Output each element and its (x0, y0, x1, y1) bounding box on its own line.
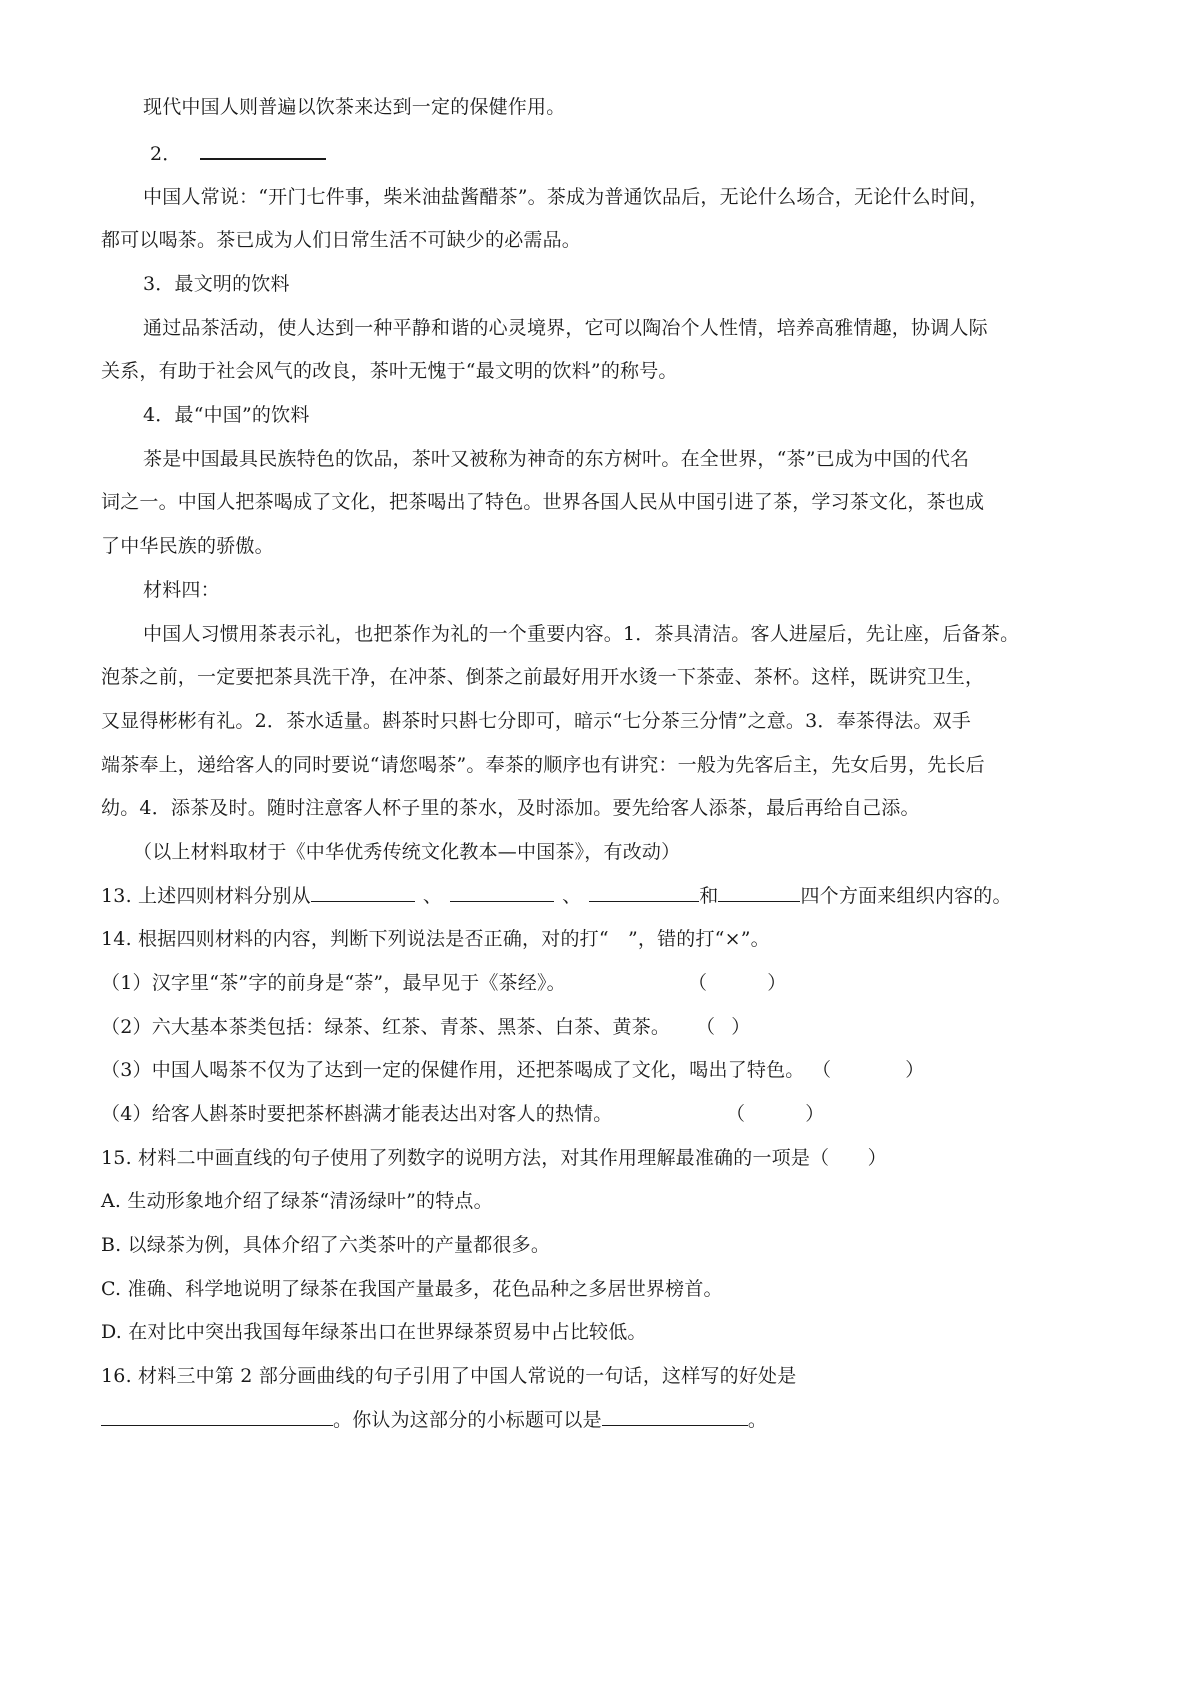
material4-paragraph-line-5: 幼。4．添茶及时。随时注意客人杯子里的茶水，及时添加。要先给客人添茶，最后再给自己添。 (101, 797, 920, 819)
section2-paragraph-line-2: 都可以喝茶。茶已成为人们日常生活不可缺少的必需品。 (101, 229, 582, 251)
question-16-answer-line (101, 1407, 767, 1433)
q13-tail: 四个方面来组织内容的。 (800, 885, 1012, 907)
q13-separator-2: 、 (562, 885, 582, 907)
section3-heading: 3．最文明的饮料 (143, 273, 290, 295)
q14-item-1: （1）汉字里“茶”字的前身是“荼”，最早见于《茶经》。 (101, 972, 566, 994)
q14-item-4: （4）给客人斟茶时要把茶杯斟满才能表达出对客人的热情。 (101, 1103, 613, 1125)
paren-open: （ (696, 1016, 716, 1038)
material-source-note: （以上材料取材于《中华优秀传统文化教本—中国茶》，有改动） (133, 841, 681, 863)
section2-paragraph-line-1: 中国人常说：“开门七件事，柴米油盐酱醋茶”。茶成为普通饮品后，无论什么场合，无论什么时间， (143, 186, 989, 208)
q16-blank-2[interactable] (602, 1407, 748, 1426)
q13-blank-2[interactable] (450, 883, 554, 902)
material3-section2-heading (150, 140, 326, 167)
material4-paragraph-line-4: 端茶奉上，递给客人的同时要说“请您喝茶”。奉茶的顺序也有讲究：一般为先客后主，先女后男，先长后 (101, 754, 985, 776)
q13-separator-1: 、 (422, 885, 443, 907)
q16-blank-1[interactable] (101, 1407, 333, 1426)
question-16-stem: 16. 材料三中第 2 部分画曲线的句子引用了中国人常说的一句话，这样写的好处是 (101, 1365, 797, 1387)
question-14-stem: 14. 根据四则材料的内容，判断下列说法是否正确，对的打“ ”，错的打“×”。 (101, 928, 770, 950)
q13-stem: 13. 上述四则材料分别从 (101, 885, 311, 907)
section4-paragraph-line-2: 词之一。中国人把茶喝成了文化，把茶喝出了特色。世界各国人民从中国引进了茶，学习茶文化，茶也成 (101, 491, 985, 513)
section3-paragraph-line-1: 通过品茶活动，使人达到一种平静和谐的心灵境界，它可以陶冶个人性情，培养高雅情趣，协调人际 (143, 317, 988, 339)
q15-option-c[interactable]: C. 准确、科学地说明了绿茶在我国产量最多，花色品种之多居世界榜首。 (101, 1278, 723, 1300)
q14-item-2-answer[interactable] (696, 1014, 750, 1040)
q13-blank-1[interactable] (311, 883, 415, 902)
q14-item-3-answer[interactable] (812, 1057, 924, 1083)
q15-option-b[interactable]: B. 以绿茶为例，具体介绍了六类茶叶的产量都很多。 (101, 1234, 551, 1256)
q13-blank-4[interactable] (718, 883, 800, 902)
paren-open: （ (726, 1103, 746, 1125)
material3-intro-line: 现代中国人则普遍以饮茶来达到一定的保健作用。 (143, 96, 566, 118)
section4-heading: 4．最“中国”的饮料 (143, 404, 310, 426)
material4-paragraph-line-3: 又显得彬彬有礼。2．茶水适量。斟茶时只斟七分即可，暗示“七分茶三分情”之意。3．奉茶得法。双手 (101, 710, 972, 732)
paren-open: （ (688, 972, 708, 994)
section2-title-blank (200, 140, 326, 160)
paren-close: ） (731, 1016, 751, 1038)
q13-and: 和 (699, 885, 719, 907)
material4-heading: 材料四： (143, 579, 220, 601)
paren-close: ） (905, 1059, 925, 1081)
question-15-stem: 15. 材料二中画直线的句子使用了列数字的说明方法，对其作用理解最准确的一项是（ ） (101, 1147, 887, 1169)
q14-item-3: （3）中国人喝茶不仅为了达到一定的保健作用，还把茶喝成了文化，喝出了特色。 (101, 1059, 805, 1081)
q15-option-a[interactable]: A. 生动形象地介绍了绿茶“清汤绿叶”的特点。 (101, 1190, 493, 1212)
section3-paragraph-line-2: 关系，有助于社会风气的改良，茶叶无愧于“最文明的饮料”的称号。 (101, 360, 678, 382)
q14-item-4-answer[interactable] (726, 1101, 824, 1127)
paren-close: ） (805, 1103, 825, 1125)
material4-paragraph-line-2: 泡茶之前，一定要把茶具洗干净，在冲茶、倒茶之前最好用开水烫一下茶壶、茶杯。这样，既讲究卫生， (101, 666, 985, 688)
q15-option-d[interactable]: D. 在对比中突出我国每年绿茶出口在世界绿茶贸易中占比较低。 (101, 1321, 647, 1343)
q16-end: 。 (747, 1409, 768, 1431)
q14-item-2: （2）六大基本茶类包括：绿茶、红茶、青茶、黑茶、白茶、黄茶。 (101, 1016, 671, 1038)
question-13 (101, 883, 1012, 909)
material4-paragraph-line-1: 中国人习惯用茶表示礼，也把茶作为礼的一个重要内容。1．茶具清洁。客人进屋后，先让座，后备茶。 (143, 623, 1020, 645)
paren-close: ） (767, 972, 787, 994)
q16-middle: 。你认为这部分的小标题可以是 (333, 1409, 602, 1431)
q13-blank-3[interactable] (589, 883, 699, 902)
paren-open: （ (812, 1059, 832, 1081)
section2-number: 2． (150, 143, 182, 165)
q14-item-1-answer[interactable] (688, 970, 786, 996)
section4-paragraph-line-1: 茶是中国最具民族特色的饮品，茶叶又被称为神奇的东方树叶。在全世界，“茶”已成为中国的代名 (143, 448, 970, 470)
section4-paragraph-line-3: 了中华民族的骄傲。 (101, 535, 274, 557)
